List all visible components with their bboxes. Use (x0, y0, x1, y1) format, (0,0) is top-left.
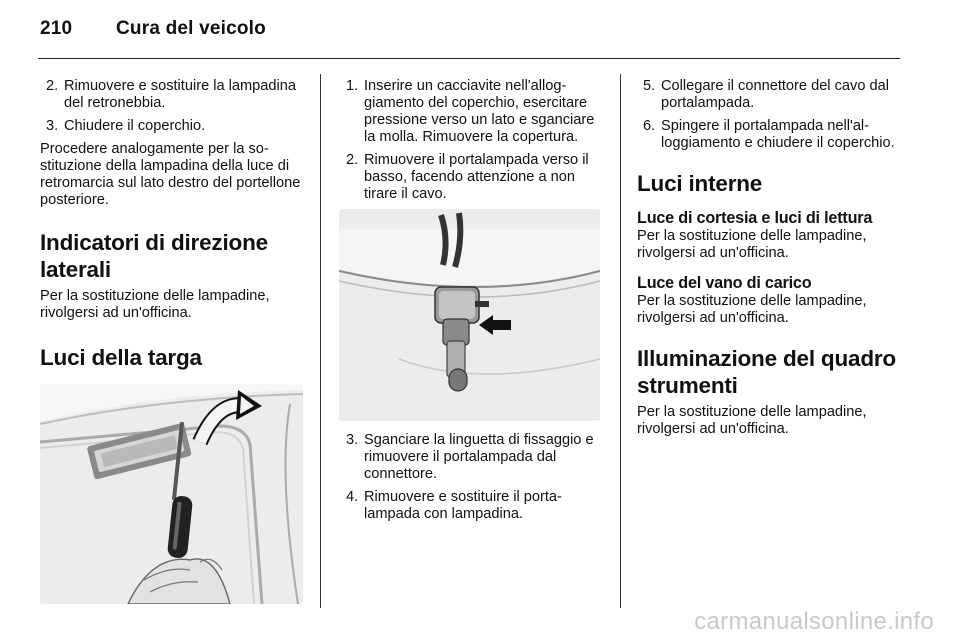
column-divider-2 (620, 74, 621, 608)
step-text: Spingere il portalampada nell'alloggiamento e chiudere il coperchio. (661, 118, 895, 151)
license-plate-light-illustration (40, 384, 303, 604)
list-item (637, 118, 897, 152)
paragraph-vano-carico: Per la sostituzione delle lampadine, rivolgersi ad un'officina. (637, 293, 867, 326)
subheading-vano-carico: Luce del vano di carico (637, 274, 812, 292)
subheading-luce-cortesia: Luce di cortesia e luci di lettura (637, 209, 873, 227)
heading-luci-interne: Luci interne (637, 171, 763, 196)
list-item (340, 152, 602, 203)
step-text: Rimuovere e sostituire il portalampada con lampadina. (364, 489, 562, 522)
paragraph-luce-cortesia: Per la sostituzione delle lampadine, rivolgersi ad un'officina. (637, 228, 867, 261)
step-number: 4. (346, 489, 359, 505)
step-number: 5. (643, 78, 656, 94)
step-number: 2. (346, 152, 359, 168)
step-number: 6. (643, 118, 656, 134)
lamp-holder-illustration (339, 209, 600, 421)
page-title: Cura del veicolo (116, 18, 266, 39)
step-text: Rimuovere e sostituire la lampadina del retronebbia. (64, 78, 296, 111)
heading-illuminazione-quadro: Illuminazione del quadro strumenti (637, 346, 896, 398)
step-text: Rimuovere il portalampada verso il basso, facendo attenzione a non tirare il cavo. (364, 152, 589, 202)
page-number: 210 (40, 18, 73, 39)
steps-list-left (40, 78, 304, 135)
heading-indicatori-direzione: Indicatori di direzione laterali (40, 230, 268, 282)
column-right (637, 78, 897, 438)
watermark: carmanualsonline.info (694, 608, 934, 635)
step-number: 3. (46, 118, 59, 134)
step-text: Sganciare la linguetta di fissaggio e rimuovere il portalampada dal connettore. (364, 432, 594, 482)
steps-list-middle-bottom (340, 432, 602, 523)
list-item (40, 78, 304, 112)
column-middle (340, 78, 602, 529)
list-item (340, 432, 602, 483)
step-number: 2. (46, 78, 59, 94)
list-item (340, 78, 602, 146)
step-number: 3. (346, 432, 359, 448)
page-header (40, 18, 266, 40)
column-divider-1 (320, 74, 321, 608)
steps-list-middle-top (340, 78, 602, 203)
step-text: Chiudere il coperchio. (64, 118, 206, 134)
paragraph-indicatori: Per la sostituzione delle lampadine, rivolgersi ad un'officina. (40, 288, 270, 321)
list-item (637, 78, 897, 112)
list-item (340, 489, 602, 523)
step-text: Collegare il connettore del cavo dal portalampada. (661, 78, 889, 111)
step-text: Inserire un cacciavite nell'alloggiamento del coperchio, esercitare pressione verso un lato e sganciare la molla. Rimuovere la copertura. (364, 78, 595, 145)
column-left (40, 78, 304, 604)
step-number: 1. (346, 78, 359, 94)
header-divider (38, 58, 900, 59)
heading-luci-targa: Luci della targa (40, 345, 202, 370)
paragraph-illuminazione-quadro: Per la sostituzione delle lampadine, rivolgersi ad un'officina. (637, 404, 867, 437)
steps-list-right (637, 78, 897, 152)
list-item (40, 118, 304, 135)
paragraph-retromarcia: Procedere analogamente per la sostituzione della lampadina della luce di retromarcia sul lato destro del portellone posteriore. (40, 141, 301, 208)
